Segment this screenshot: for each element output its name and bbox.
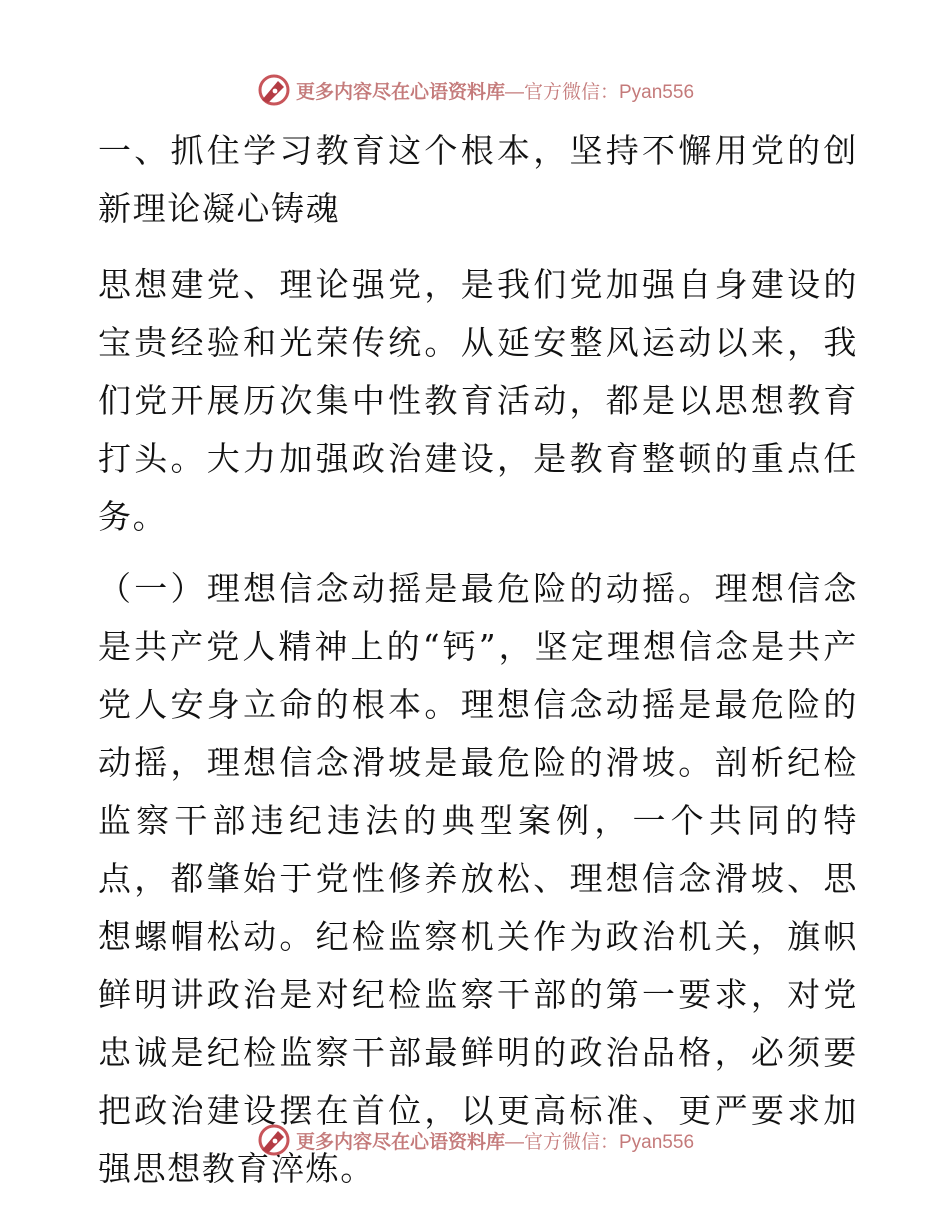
watermark-brand: 更多内容尽在心语资料库: [295, 1130, 505, 1153]
pen-nib-circle-icon: [256, 72, 292, 108]
watermark-contact: —官方微信：Pyan556: [505, 1131, 695, 1153]
footer-watermark: [0, 1120, 950, 1160]
header-watermark: [0, 70, 950, 110]
watermark-contact: —官方微信：Pyan556: [505, 81, 695, 103]
section-heading: 一、抓住学习教育这个根本，坚持不懈用党的创新理论凝心铸魂: [98, 131, 858, 228]
pen-nib-circle-icon: [256, 1122, 292, 1158]
document-body: [98, 122, 858, 1198]
watermark-brand: 更多内容尽在心语资料库: [295, 80, 505, 103]
paragraph-2: （一）理想信念动摇是最危险的动摇。理想信念是共产党人精神上的“钙”，坚定理想信念是共产党人安身立命的根本。理想信念动摇是最危险的动摇，理想信念滑坡是最危险的滑坡。剖析纪检监察干部违纪违法的典型案例，一个共同的特点，都肇始于党性修养放松、理想信念滑坡、思想螺帽松动。纪检监察机关作为政治机关，旗帜鲜明讲政治是对纪检监察干部的第一要求，对党忠诚是纪检监察干部最鲜明的政治品格，必须要把政治建设摆在首位，以更高标准、更严要求加强思想教育淬炼。: [98, 569, 858, 1188]
paragraph-1: 思想建党、理论强党，是我们党加强自身建设的宝贵经验和光荣传统。从延安整风运动以来，我们党开展历次集中性教育活动，都是以思想教育打头。大力加强政治建设，是教育整顿的重点任务。: [98, 265, 858, 536]
